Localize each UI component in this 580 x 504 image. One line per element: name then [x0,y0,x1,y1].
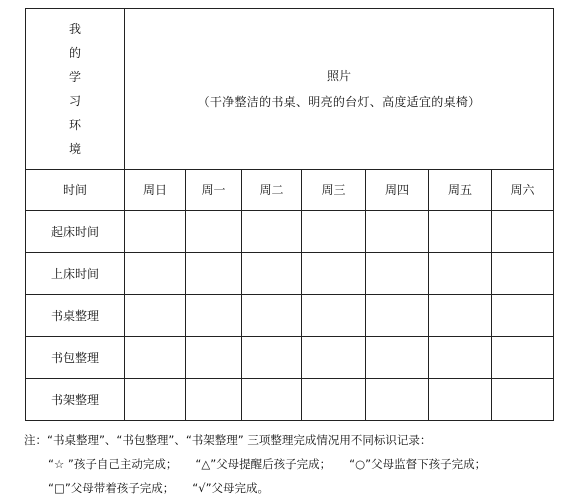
day-header-sun: 周日 [125,170,186,211]
day-header-thu: 周四 [366,170,429,211]
record-cell[interactable] [186,211,242,253]
row-label-wake-time: 起床时间 [26,211,125,253]
notes-legend-line [24,476,569,500]
record-cell[interactable] [242,211,302,253]
legend-text: 孩子自己主动完成； [73,457,178,471]
record-cell[interactable] [302,253,366,295]
day-header-tue: 周二 [242,170,302,211]
record-cell[interactable] [429,295,492,337]
record-cell[interactable] [366,211,429,253]
env-label-char: 环 [68,118,81,132]
record-cell[interactable] [302,295,366,337]
env-label-char: 境 [68,142,81,156]
record-cell[interactable] [242,295,302,337]
notes-intro: 注：“书桌整理”、“书包整理”、“书架整理” 三项整理完成情况用不同标识记录： [24,433,432,447]
record-cell[interactable] [366,337,429,379]
table-row [26,337,554,379]
record-cell[interactable] [186,295,242,337]
triangle-symbol: “△” [195,457,217,471]
table-row [26,253,554,295]
time-header: 时间 [26,170,125,211]
record-cell[interactable] [242,253,302,295]
record-cell[interactable] [366,253,429,295]
table-row [26,211,554,253]
row-label-bed-time: 上床时间 [26,253,125,295]
record-cell[interactable] [429,379,492,421]
circle-symbol: “○” [349,457,372,471]
photo-title: 照片 [327,69,352,83]
record-cell[interactable] [492,295,554,337]
legend-text: 父母带着孩子完成； [70,481,175,495]
record-cell[interactable] [492,211,554,253]
row-label-desk-tidy: 书桌整理 [26,295,125,337]
record-cell[interactable] [302,337,366,379]
photo-caption: （干净整洁的书桌、明亮的台灯、高度适宜的桌椅） [197,95,481,109]
record-cell[interactable] [302,211,366,253]
day-header-fri: 周五 [429,170,492,211]
record-cell[interactable] [242,337,302,379]
record-cell[interactable] [125,253,186,295]
record-cell[interactable] [492,337,554,379]
record-cell[interactable] [186,379,242,421]
record-cell[interactable] [366,379,429,421]
record-cell[interactable] [366,295,429,337]
star-symbol: “☆ ” [48,457,74,471]
record-cell[interactable] [492,253,554,295]
env-label-char: 学 [68,70,81,84]
study-environment-table [25,8,554,421]
record-cell[interactable] [125,337,186,379]
notes-section [24,428,569,500]
day-header-sat: 周六 [492,170,554,211]
photo-cell [125,9,554,170]
row-label-schoolbag-tidy: 书包整理 [26,337,125,379]
record-cell[interactable] [186,253,242,295]
study-environment-label [26,9,125,170]
record-cell[interactable] [429,253,492,295]
checkmark-symbol: “√” [192,481,212,495]
record-cell[interactable] [125,379,186,421]
record-cell[interactable] [302,379,366,421]
record-cell[interactable] [125,211,186,253]
env-label-char: 的 [68,46,81,60]
record-cell[interactable] [429,211,492,253]
table-row [26,295,554,337]
record-cell[interactable] [125,295,186,337]
record-cell[interactable] [429,337,492,379]
env-label-char: 习 [68,94,81,108]
env-label-char: 我 [68,22,81,36]
day-header-wed: 周三 [302,170,366,211]
record-cell[interactable] [492,379,554,421]
notes-legend-line [24,452,569,476]
record-cell[interactable] [242,379,302,421]
square-symbol: “□” [48,481,71,495]
record-cell[interactable] [186,337,242,379]
legend-text: 父母完成。 [211,481,270,495]
legend-text: 父母提醒后孩子完成； [216,457,332,471]
table-row [26,379,554,421]
legend-text: 父母监督下孩子完成； [371,457,487,471]
day-header-row [26,170,554,211]
row-label-bookshelf-tidy: 书架整理 [26,379,125,421]
day-header-mon: 周一 [186,170,242,211]
